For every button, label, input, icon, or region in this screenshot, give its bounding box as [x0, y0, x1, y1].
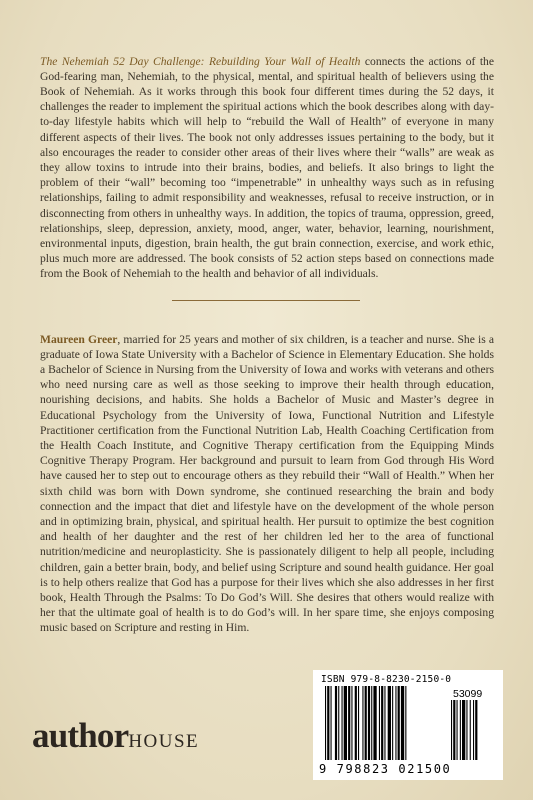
isbn-label: ISBN 979-8-8230-2150-0: [321, 674, 452, 685]
publisher-logo: [32, 718, 199, 753]
description-body: connects the actions of the God-fearing man, Nehemiah, to the physical, mental, and spiritual health of believers using the Book of Nehemiah. As it works through this book four different times during the 52 days, it challenges the reader to implement the spiritual actions which the book describes along with day-to-day lifestyle habits which will help to “rebuild the Wall of Health” of everyone in many different aspects of their lives. The book not only addresses issues pertaining to the body, but it also encourages the reader to consider other areas of their lives where their “walls” are weak as they allow toxins to intrude into their brains, bodies, and beliefs. It also brings to light the problem of their “wall” becoming too “impenetrable” in unhealthy ways such as in refusing relationships, failing to admit responsibility and weaknesses, refusal to receive instruction, or in disconnecting from others in unhealthy ways. In addition, the topics of trauma, oppression, greed, relationships, sleep, depression, anxiety, mood, anger, water, behavior, learning, nourishment, environmental inputs, digestion, brain health, the gut brain connection, exercise, and work ethic, plus much more are addressed. The book consists of 52 action steps based on connections made from the Book of Nehemiah to the health and behavior of all individuals.: [40, 54, 494, 281]
barcode-panel: [313, 670, 503, 780]
author-bio: [40, 332, 494, 636]
author-name: Maureen Greer: [40, 332, 118, 346]
logo-author-text: author: [32, 716, 129, 755]
book-description: [40, 54, 494, 282]
barcode-icon: [323, 686, 493, 762]
price-code: 53099: [453, 688, 483, 700]
section-divider: [172, 300, 360, 301]
book-title: The Nehemiah 52 Day Challenge: Rebuilding Your Wall of Health: [40, 54, 361, 68]
logo-house-text: HOUSE: [128, 731, 200, 752]
barcode-number: 9 798823 021500: [319, 762, 452, 776]
author-bio-body: , married for 25 years and mother of six children, is a teacher and nurse. She is a graduate of Iowa State University with a Bachelor of Science in Elementary Education. She holds a Bachelor of Science in Nursing from the University of Iowa and works with veterans and others who need nursing care as well as those seeking to improve their health through education, nourishing decisions, and habits. She holds a Bachelor of Music and Master’s degree in Educational Psychology from the University of Iowa, Functional Nutrition and Lifestyle Practitioner certification from the Functional Nutrition Lab, Health Coaching Certification from the Health Coach Institute, and Cognitive Therapy certification from the Equipping Minds Cognitive Therapy Program. Her background and pursuit to learn from God through His Word have caused her to step out to encourage others as they rebuild their “Wall of Health.” When her sixth child was born with Down syndrome, she continued researching the brain and body connection and the impact that diet and lifestyle have on the development of the whole person and in optimizing brain, physical, and spiritual health. Her pursuit to optimize the best cognition and health of her daughter and the rest of her children led her to the area of functional nutrition/medicine and neuroplasticity. She is passionately diligent to help all people, including children, gain a better brain, body, and belief using Scripture and sound health guidance. Her goal is to help others realize that God has a purpose for their lives which she also addresses in her first book, Health Through the Psalms: To Do God’s Will. She desires that others would realize with her that the ultimate goal of health is to do God’s will. In her spare time, she enjoys composing music based on Scripture and resting in Him.: [40, 332, 495, 635]
